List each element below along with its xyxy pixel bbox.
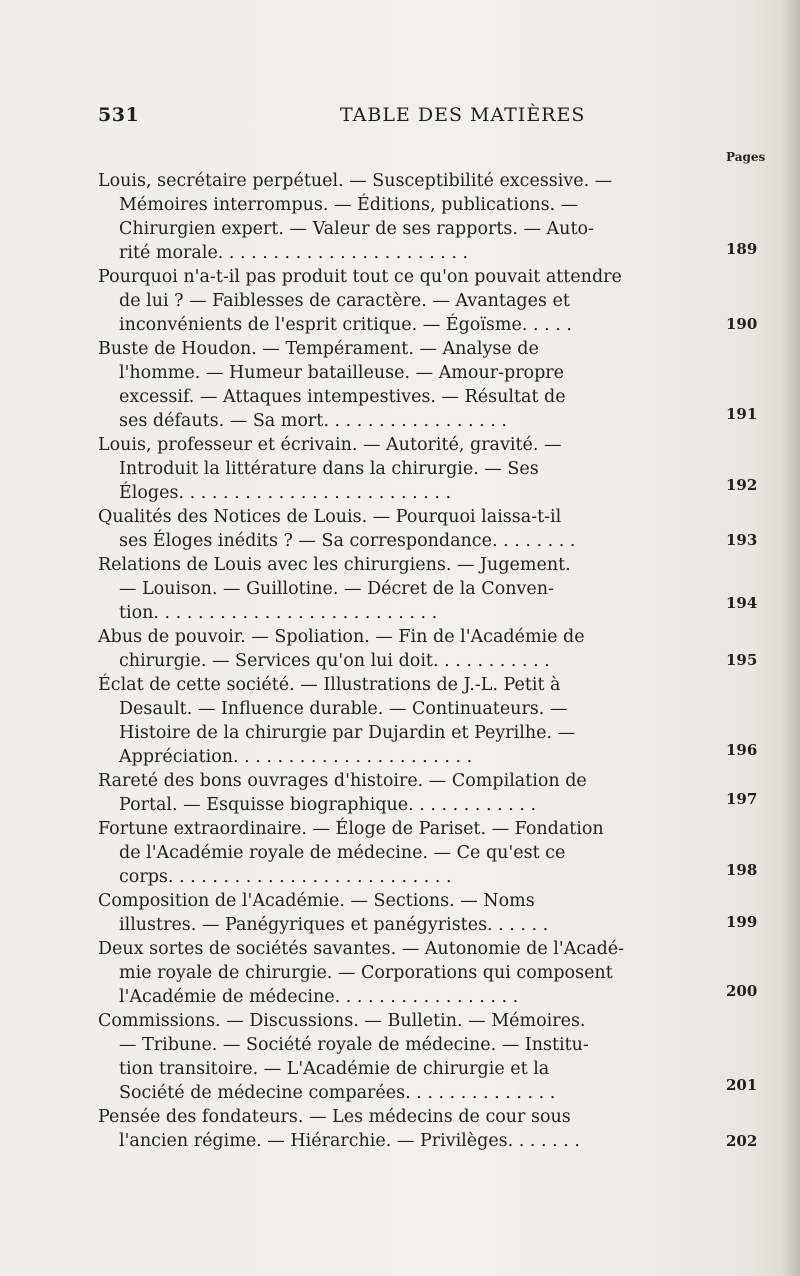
toc-line: Buste de Houdon. — Tempérament. — Analyse de bbox=[98, 339, 539, 359]
toc-page-ref: 191 bbox=[726, 405, 758, 423]
toc-page-ref: 202 bbox=[726, 1132, 758, 1150]
toc-line: excessif. — Attaques intempestives. — Résultat de bbox=[119, 387, 566, 407]
toc-line: Éclat de cette société. — Illustrations de J.-L. Petit à bbox=[98, 675, 561, 695]
toc-line: Mémoires interrompus. — Éditions, publications. — bbox=[119, 195, 579, 215]
toc-page-ref: 201 bbox=[726, 1076, 758, 1094]
running-title: TABLE DES MATIÈRES bbox=[340, 104, 586, 126]
toc-page-ref: 200 bbox=[726, 982, 758, 1000]
toc-page-ref: 199 bbox=[726, 913, 758, 931]
toc-line: Composition de l'Académie. — Sections. — Noms bbox=[98, 891, 535, 911]
toc-line: de lui ? — Faiblesses de caractère. — Avantages et bbox=[119, 291, 570, 311]
toc-line: l'Académie de médecine. . . . . . . . . . . . . . . . . bbox=[119, 987, 519, 1007]
toc-line: chirurgie. — Services qu'on lui doit. . . . . . . . . . . bbox=[119, 651, 550, 671]
toc-line: — Tribune. — Société royale de médecine. — Institu- bbox=[119, 1035, 589, 1055]
toc-line: l'homme. — Humeur batailleuse. — Amour-propre bbox=[119, 363, 565, 383]
toc-page-ref: 192 bbox=[726, 476, 758, 494]
toc-line: inconvénients de l'esprit critique. — Égoïsme. . . . . bbox=[119, 315, 572, 335]
toc-line: ses défauts. — Sa mort. . . . . . . . . . . . . . . . . bbox=[119, 411, 507, 431]
toc-line: Qualités des Notices de Louis. — Pourquoi laissa-t-il bbox=[98, 507, 562, 527]
toc-line: Chirurgien expert. — Valeur de ses rapports. — Auto- bbox=[119, 219, 594, 239]
toc-page-ref: 194 bbox=[726, 594, 758, 612]
toc-line: Abus de pouvoir. — Spoliation. — Fin de l'Académie de bbox=[98, 627, 585, 647]
toc-line: illustres. — Panégyriques et panégyristes. . . . . . bbox=[119, 915, 549, 935]
toc-line: mie royale de chirurgie. — Corporations qui composent bbox=[119, 963, 613, 983]
toc-line: Société de médecine comparées. . . . . . . . . . . . . . bbox=[119, 1083, 556, 1103]
toc-line: Introduit la littérature dans la chirurgie. — Ses bbox=[119, 459, 539, 479]
toc-line: de l'Académie royale de médecine. — Ce qu'est ce bbox=[119, 843, 566, 863]
toc-line: Deux sortes de sociétés savantes. — Autonomie de l'Acadé- bbox=[98, 939, 625, 959]
toc-line: rité morale. . . . . . . . . . . . . . . . . . . . . . . bbox=[119, 243, 469, 263]
toc-line: Éloges. . . . . . . . . . . . . . . . . . . . . . . . . bbox=[119, 483, 452, 503]
toc-line: tion transitoire. — L'Académie de chirurgie et la bbox=[119, 1059, 550, 1079]
toc-line: ses Éloges inédits ? — Sa correspondance. . . . . . . . bbox=[119, 531, 576, 551]
toc-line: tion. . . . . . . . . . . . . . . . . . . . . . . . . . bbox=[119, 603, 438, 623]
toc-line: Pourquoi n'a-t-il pas produit tout ce qu'on pouvait attendre bbox=[98, 267, 622, 287]
toc-line: Pensée des fondateurs. — Les médecins de cour sous bbox=[98, 1107, 571, 1127]
toc-line: Louis, secrétaire perpétuel. — Susceptibilité excessive. — bbox=[98, 171, 613, 191]
toc-page-ref: 196 bbox=[726, 741, 758, 759]
toc-line: Louis, professeur et écrivain. — Autorité, gravité. — bbox=[98, 435, 562, 455]
toc-line: Relations de Louis avec les chirurgiens. — Jugement. bbox=[98, 555, 571, 575]
toc-page-ref: 195 bbox=[726, 651, 758, 669]
pages-column-header: Pages bbox=[726, 150, 766, 164]
page-number: 531 bbox=[98, 104, 140, 126]
toc-line: — Louison. — Guillotine. — Décret de la Conven- bbox=[119, 579, 554, 599]
toc-line: corps. . . . . . . . . . . . . . . . . . . . . . . . . . bbox=[119, 867, 452, 887]
toc-line: Commissions. — Discussions. — Bulletin. — Mémoires. bbox=[98, 1011, 586, 1031]
toc-line: Desault. — Influence durable. — Continuateurs. — bbox=[119, 699, 568, 719]
toc-page-ref: 198 bbox=[726, 861, 758, 879]
toc-line: l'ancien régime. — Hiérarchie. — Privilèges. . . . . . . bbox=[119, 1131, 580, 1151]
toc-line: Fortune extraordinaire. — Éloge de Pariset. — Fondation bbox=[98, 819, 604, 839]
toc-line: Portal. — Esquisse biographique. . . . . . . . . . . . bbox=[119, 795, 537, 815]
toc-line: Histoire de la chirurgie par Dujardin et Peyrilhe. — bbox=[119, 723, 576, 743]
toc-page-ref: 189 bbox=[726, 240, 758, 258]
toc-page-ref: 190 bbox=[726, 315, 758, 333]
toc-page-ref: 197 bbox=[726, 790, 758, 808]
toc-line: Rareté des bons ouvrages d'histoire. — Compilation de bbox=[98, 771, 587, 791]
toc-line: Appréciation. . . . . . . . . . . . . . . . . . . . . . bbox=[119, 747, 473, 767]
toc-page-ref: 193 bbox=[726, 531, 758, 549]
